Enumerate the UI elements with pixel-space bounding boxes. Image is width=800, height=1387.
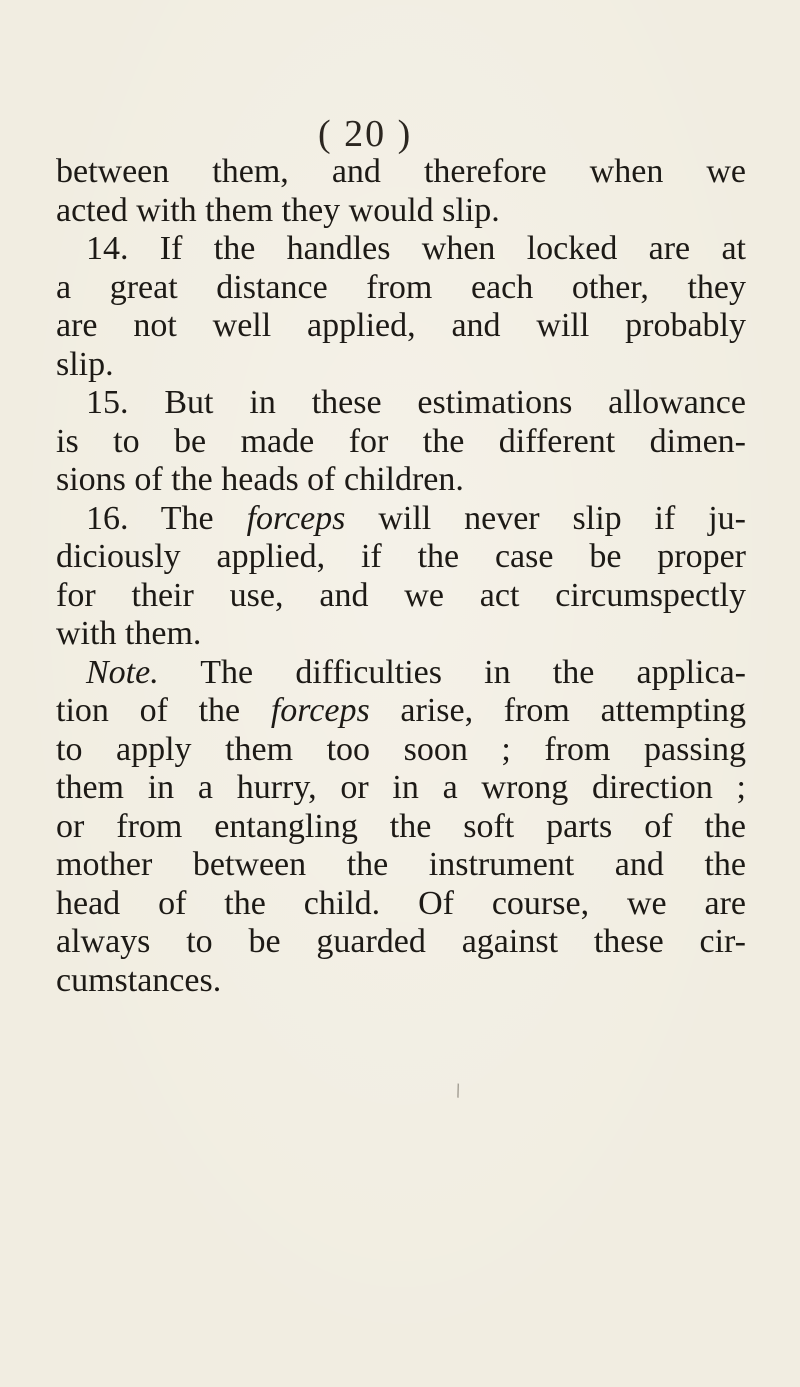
- text-line: sions of the heads of children.: [56, 461, 464, 498]
- paragraph-16-start: 16. The forceps will never slip if ju-: [86, 499, 746, 537]
- note-paragraph-start: Note. The difficulties in the applica-: [86, 653, 746, 691]
- paragraph-15-start: 15. But in these estimations allowance: [86, 384, 746, 421]
- italic-term: forceps: [246, 499, 346, 537]
- text-line: always to be guarded against these cir-: [56, 923, 746, 960]
- body-text: [56, 153, 746, 1000]
- text-line: is to be made for the different dimen-: [56, 422, 746, 460]
- page-number: ( 20 ): [318, 113, 413, 155]
- text-line: cumstances.: [56, 961, 222, 999]
- text-line: or from entangling the soft parts of the: [56, 807, 746, 845]
- text-line: head of the child. Of course, we are: [56, 884, 746, 922]
- text-line: a great distance from each other, they: [56, 268, 746, 306]
- text-line: acted with them they would slip.: [56, 191, 500, 229]
- stray-ink-mark: \: [451, 1079, 465, 1103]
- text-line: diciously applied, if the case be proper: [56, 538, 746, 575]
- note-label: Note.: [86, 653, 159, 691]
- text-line: are not well applied, and will probably: [56, 307, 746, 344]
- text-line: them in a hurry, or in a wrong direction ;: [56, 769, 746, 806]
- text-line: with them.: [56, 615, 202, 652]
- text-line: to apply them too soon ; from passing: [56, 730, 746, 768]
- text-line: tion of the forceps arise, from attempting: [56, 692, 746, 729]
- text-line: between them, and therefore when we: [56, 153, 746, 190]
- text-line: mother between the instrument and the: [56, 846, 746, 883]
- text-line: for their use, and we act circumspectly: [56, 576, 746, 614]
- text-line: slip.: [56, 345, 114, 383]
- paragraph-14-start: 14. If the handles when locked are at: [86, 230, 746, 267]
- italic-term: forceps: [270, 692, 370, 729]
